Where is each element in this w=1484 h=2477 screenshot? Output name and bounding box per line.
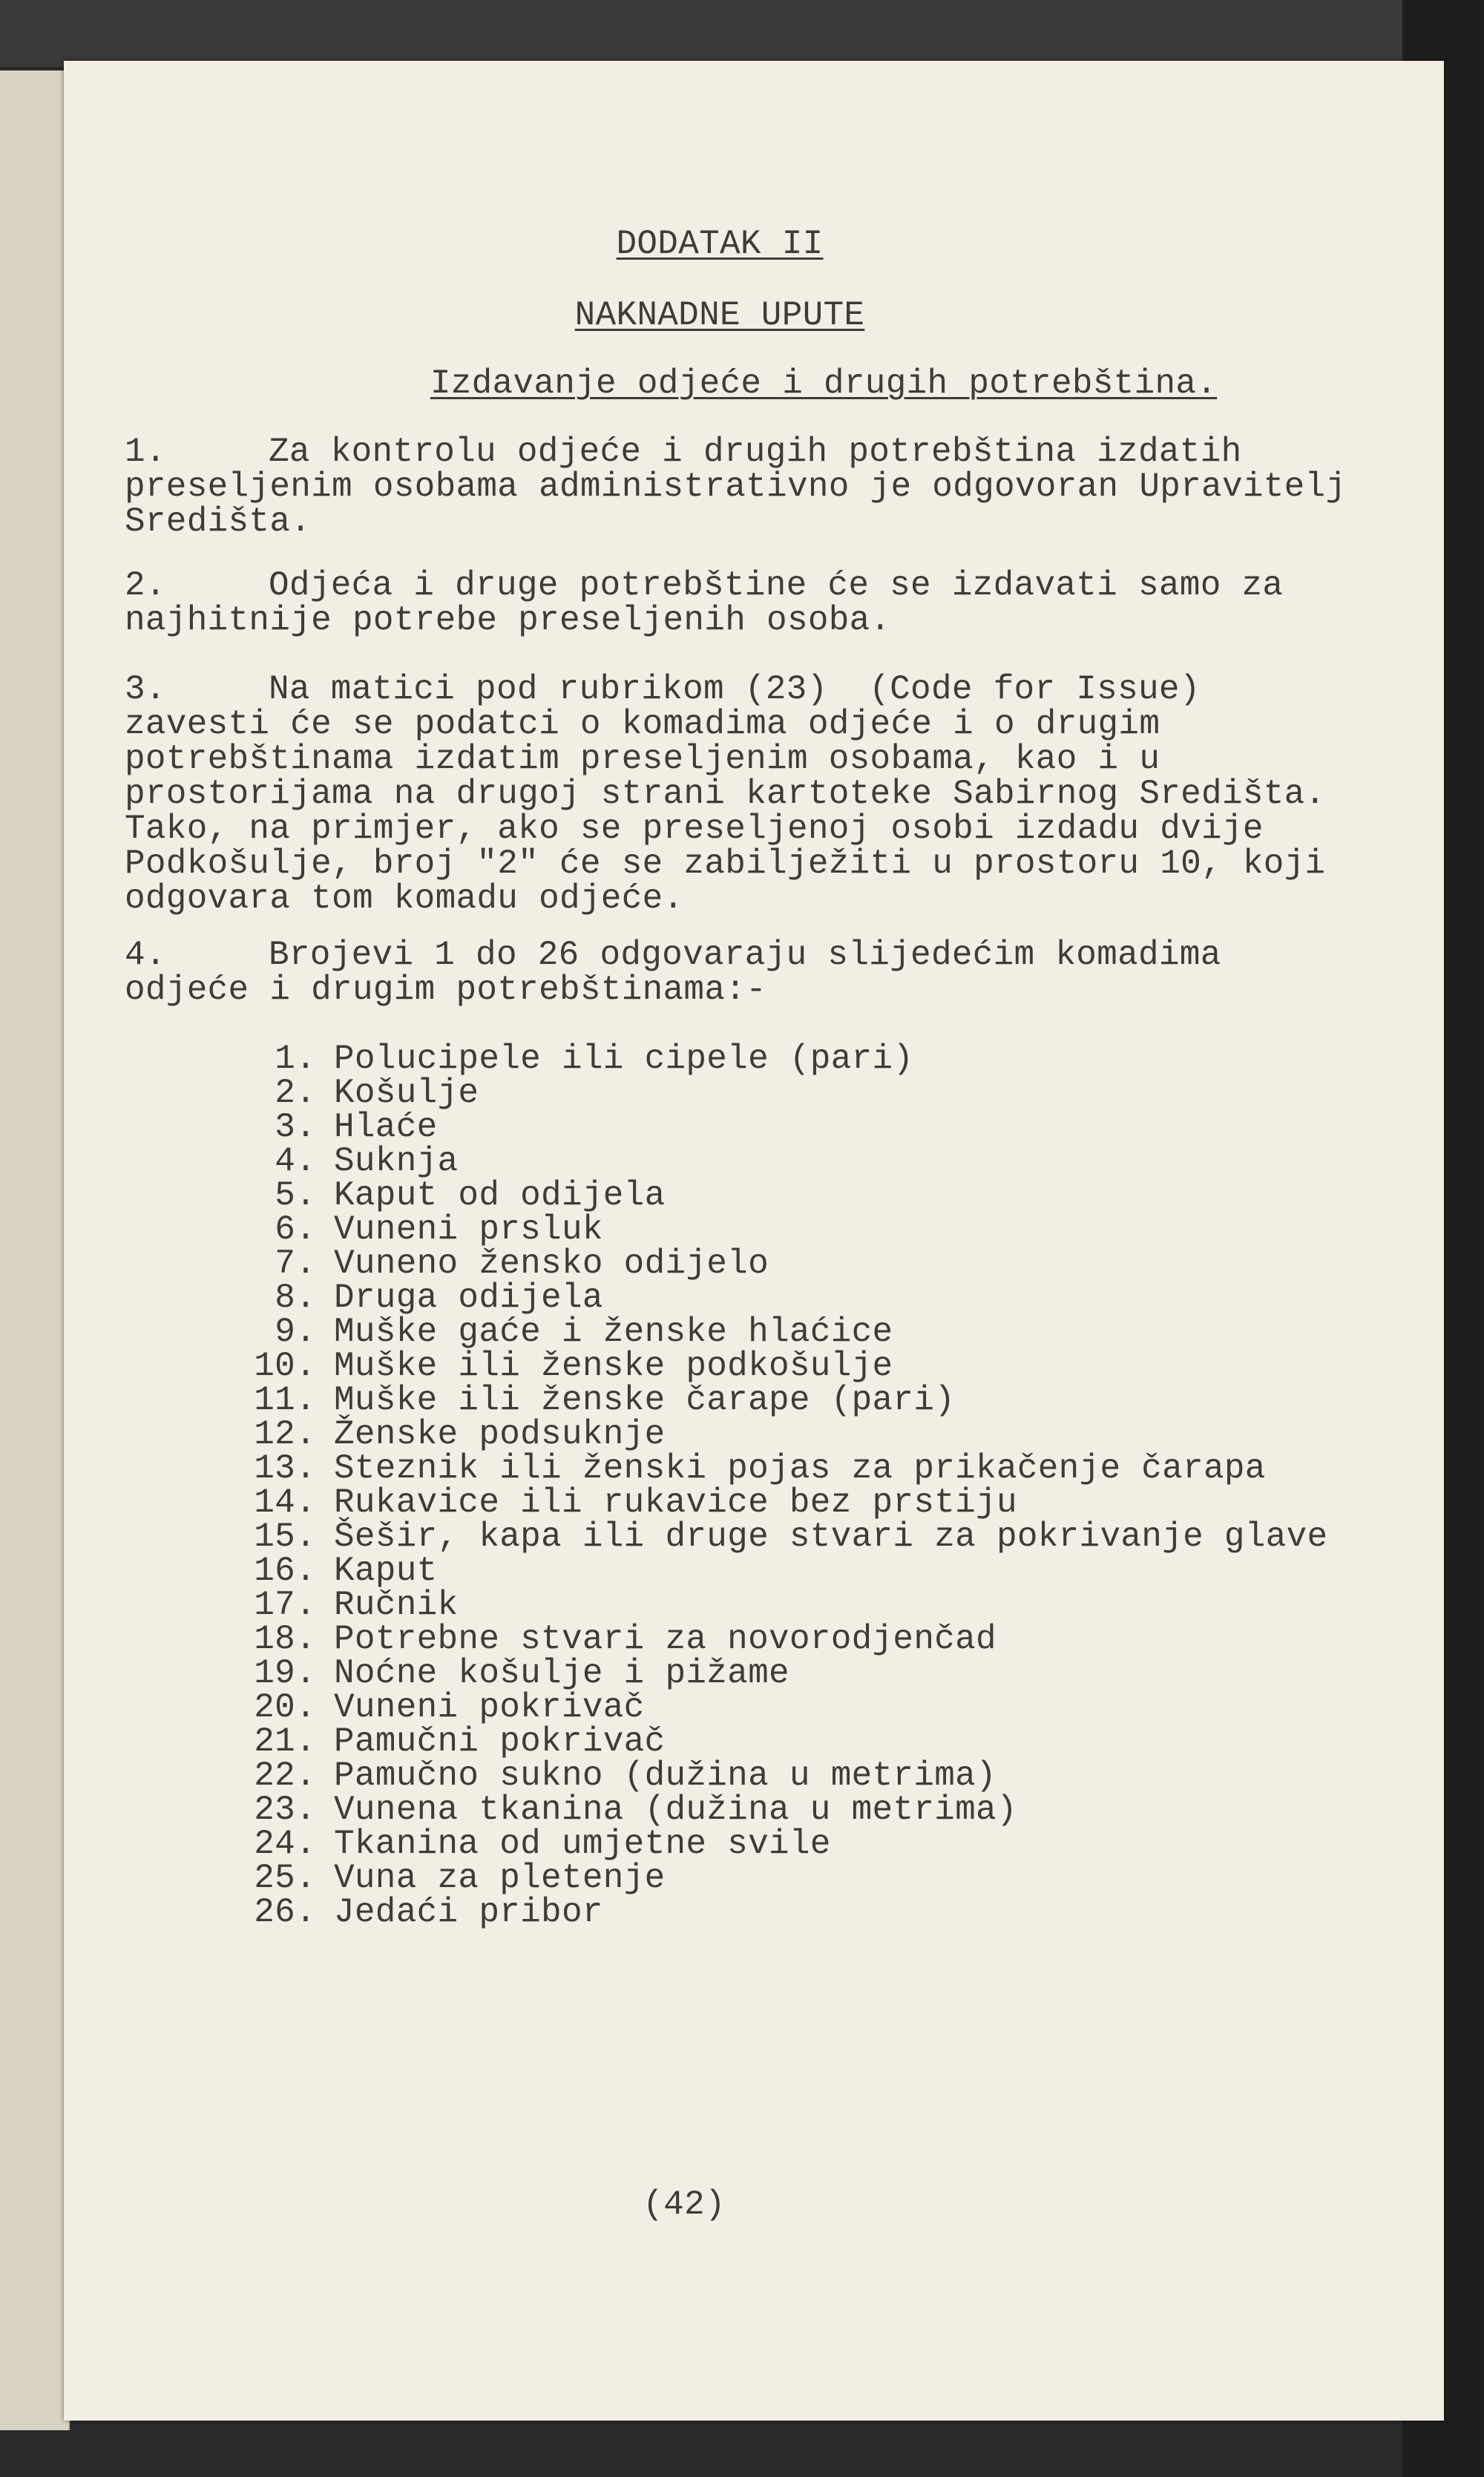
list-item-number: 13. bbox=[254, 1449, 316, 1488]
list-item-number: 10. bbox=[254, 1347, 316, 1385]
list-item-number: 18. bbox=[254, 1620, 316, 1659]
list-item: Muške gaće i ženske hlaćice bbox=[334, 1313, 893, 1351]
list-item: Muške ili ženske podkošulje bbox=[334, 1347, 893, 1385]
list-item: Košulje bbox=[334, 1074, 479, 1112]
list-item: Vuneni pokrivač bbox=[334, 1688, 645, 1727]
list-item-number: 14. bbox=[254, 1483, 316, 1522]
list-item: Steznik ili ženski pojas za prikačenje čarapa bbox=[334, 1449, 1266, 1488]
list-item: Vuneno žensko odijelo bbox=[334, 1244, 769, 1283]
list-item-number: 5. bbox=[275, 1176, 316, 1215]
list-item: Rukavice ili rukavice bez prstiju bbox=[334, 1483, 1017, 1522]
scan-background-top bbox=[0, 0, 1484, 67]
list-item: Vuneni prsluk bbox=[334, 1210, 603, 1249]
appendix-title: DODATAK II bbox=[616, 225, 824, 263]
page-number: (42) bbox=[643, 2185, 726, 2224]
list-item-number: 15. bbox=[254, 1518, 316, 1556]
list-item-number: 1. bbox=[275, 1040, 316, 1078]
list-item: Pamučno sukno (dužina u metrima) bbox=[334, 1756, 997, 1795]
list-item-number: 19. bbox=[254, 1654, 316, 1693]
list-item-number: 24. bbox=[254, 1825, 316, 1863]
paragraph-line: potrebštinama izdatim preseljenim osobama, kao i u bbox=[125, 740, 1160, 778]
list-item: Ručnik bbox=[334, 1586, 459, 1624]
list-item-number: 8. bbox=[275, 1279, 316, 1317]
list-item: Tkanina od umjetne svile bbox=[334, 1825, 831, 1863]
list-item-number: 21. bbox=[254, 1722, 316, 1761]
list-item: Kaput bbox=[334, 1552, 438, 1590]
list-item: Pamučni pokrivač bbox=[334, 1722, 666, 1761]
subtitle: NAKNADNE UPUTE bbox=[574, 296, 865, 335]
list-item: Polucipele ili cipele (pari) bbox=[334, 1040, 914, 1078]
paragraph-number: 2. bbox=[125, 566, 166, 605]
list-item: Noćne košulje i pižame bbox=[334, 1654, 789, 1693]
list-item: Potrebne stvari za novorodjenčad bbox=[334, 1620, 997, 1659]
paragraph-line: preseljenim osobama administrativno je odgovoran Upravitelj bbox=[125, 467, 1347, 506]
paragraph-line: Podkošulje, broj "2" će se zabilježiti u prostoru 10, koji bbox=[125, 844, 1326, 883]
list-item: Druga odijela bbox=[334, 1279, 603, 1317]
paragraph-line: prostorijama na drugoj strani kartoteke Sabirnog Središta. bbox=[125, 775, 1326, 813]
paragraph-line: najhitnije potrebe preseljenih osoba. bbox=[125, 601, 891, 640]
list-item-number: 23. bbox=[254, 1791, 316, 1829]
paragraph-number: 3. bbox=[125, 670, 166, 709]
list-item-number: 2. bbox=[275, 1074, 316, 1112]
list-item: Kaput od odijela bbox=[334, 1176, 666, 1215]
paragraph-line: Za kontrolu odjeće i drugih potrebština izdatih bbox=[269, 433, 1242, 471]
list-item: Vunena tkanina (dužina u metrima) bbox=[334, 1791, 1017, 1829]
list-item-number: 9. bbox=[275, 1313, 316, 1351]
paragraph-line: odjeće i drugim potrebštinama:- bbox=[125, 971, 767, 1009]
list-item: Hlaće bbox=[334, 1108, 438, 1146]
list-item: Ženske podsuknje bbox=[334, 1415, 666, 1454]
list-item: Šešir, kapa ili druge stvari za pokrivanje glave bbox=[334, 1518, 1328, 1556]
list-item-number: 16. bbox=[254, 1552, 316, 1590]
list-item-number: 3. bbox=[275, 1108, 316, 1146]
paragraph-number: 1. bbox=[125, 433, 166, 471]
paragraph-line: odgovara tom komadu odjeće. bbox=[125, 879, 684, 918]
list-item: Suknja bbox=[334, 1142, 459, 1181]
list-item-number: 17. bbox=[254, 1586, 316, 1624]
list-item-number: 4. bbox=[275, 1142, 316, 1181]
paragraph-line: Brojevi 1 do 26 odgovaraju slijedećim komadima bbox=[269, 936, 1221, 974]
list-item: Vuna za pletenje bbox=[334, 1859, 666, 1897]
list-item-number: 7. bbox=[275, 1244, 316, 1283]
list-item-number: 6. bbox=[275, 1210, 316, 1249]
list-item: Jedaći pribor bbox=[334, 1893, 603, 1932]
list-item-number: 25. bbox=[254, 1859, 316, 1897]
paragraph-line: Središta. bbox=[125, 502, 312, 541]
paragraph-line: Na matici pod rubrikom (23) (Code for Issue) bbox=[269, 670, 1201, 709]
list-item-number: 22. bbox=[254, 1756, 316, 1795]
section-heading: Izdavanje odjeće i drugih potrebština. bbox=[430, 364, 1218, 403]
list-item-number: 11. bbox=[254, 1381, 316, 1420]
paragraph-number: 4. bbox=[125, 936, 166, 974]
paragraph-line: Odjeća i druge potrebštine će se izdavati samo za bbox=[269, 566, 1284, 605]
list-item-number: 26. bbox=[254, 1893, 316, 1932]
previous-page-edge bbox=[0, 70, 70, 2430]
list-item-number: 12. bbox=[254, 1415, 316, 1454]
list-item: Muške ili ženske čarape (pari) bbox=[334, 1381, 956, 1420]
paragraph-line: zavesti će se podatci o komadima odjeće i o drugim bbox=[125, 705, 1160, 744]
list-item-number: 20. bbox=[254, 1688, 316, 1727]
paragraph-line: Tako, na primjer, ako se preseljenoj osobi izdadu dvije bbox=[125, 810, 1264, 848]
